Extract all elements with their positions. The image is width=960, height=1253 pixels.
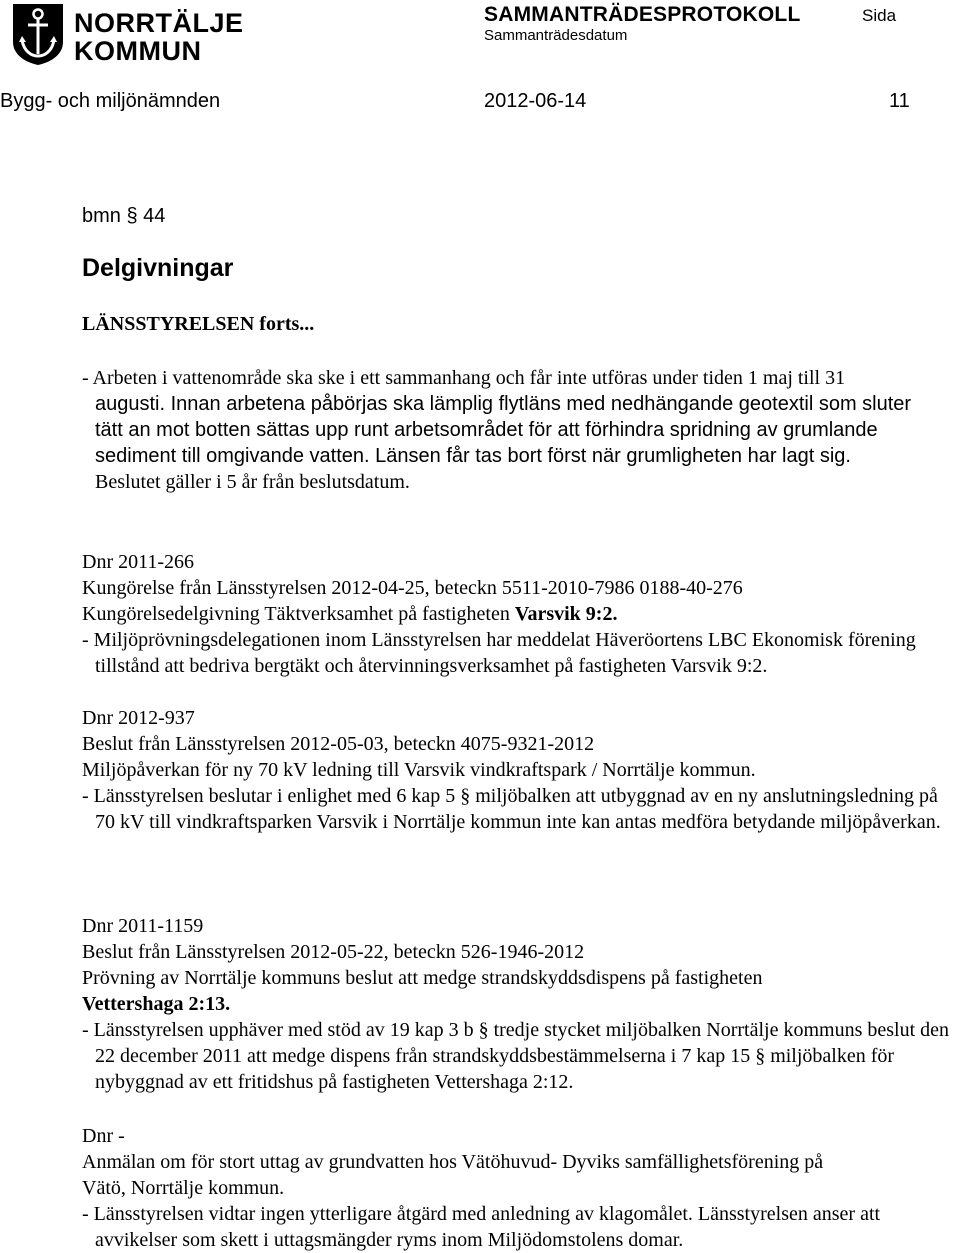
decision-text: - Länsstyrelsen upphäver med stöd av 19 kap 3 b § tredje stycket miljöbalken Norrtälje kommuns beslut den 22 december 2011 att medge dispens från strandskyddsbestämmelserna i 7 kap 15 § miljöbalken för nybyggnad av ett fritidshus på fastigheten Vettershaga 2:12.	[82, 1019, 950, 1093]
notification-item	[82, 1123, 960, 1253]
paragraph-reference: bmn § 44	[82, 205, 166, 227]
property-name-bold: Vettershaga 2:13.	[82, 993, 231, 1015]
intro-block	[82, 365, 960, 495]
item-line: Beslut från Länsstyrelsen 2012-05-03, beteckn 4075-9321-2012	[82, 733, 595, 755]
intro-line	[82, 417, 960, 443]
item-line	[82, 601, 960, 627]
notification-item	[82, 913, 960, 1095]
item-line: Vätö, Norrtälje kommun.	[82, 1177, 285, 1199]
logo-text-line2: KOMMUN	[74, 36, 202, 66]
section-heading: Delgivningar	[82, 254, 234, 282]
intro-line: Beslutet gäller i 5 år från beslutsdatum.	[95, 471, 410, 493]
logo-text-line1: NORRTÄLJE	[74, 8, 244, 38]
dnr-number: Dnr -	[82, 1125, 125, 1147]
intro-line-sans: tätt an mot botten sättas upp runt arbetsområdet för att förhindra spridning av grumlande	[95, 419, 878, 441]
property-name	[82, 991, 960, 1017]
intro-line: - Arbeten i vattenområde ska ske i ett sammanhang och får inte utföras under tiden 1 maj till 31	[82, 367, 846, 389]
protocol-title: SAMMANTRÄDESPROTOKOLL	[484, 3, 801, 26]
page-label: Sida	[862, 6, 897, 25]
decision-text: - Miljöprövningsdelegationen inom Länsstyrelsen har meddelat Häveröortens LBC Ekonomisk förening tillstånd att bedriva bergtäkt och återvinningsverksamhet på fastigheten Varsvik 9:2.	[82, 629, 916, 677]
property-name: Varsvik 9:2.	[514, 603, 618, 625]
item-line: Prövning av Norrtälje kommuns beslut att medge strandskyddsdispens på fastigheten	[82, 967, 763, 989]
meeting-date: 2012-06-14	[484, 90, 587, 112]
item-line: Anmälan om för stort uttag av grundvatten hos Vätöhuvud- Dyviks samfällighetsförening på	[82, 1151, 824, 1173]
dnr-number: Dnr 2011-266	[82, 551, 195, 573]
intro-line	[82, 443, 960, 469]
item-line: Miljöpåverkan för ny 70 kV ledning till Varsvik vindkraftspark / Norrtälje kommun.	[82, 759, 756, 781]
decision-text: - Länsstyrelsen beslutar i enlighet med 6 kap 5 § miljöbalken att utbyggnad av en ny anslutningsledning på 70 kV till vindkraftsparken Varsvik i Norrtälje kommun inte kan antas medföra betydande miljöpåverkan.	[82, 785, 941, 833]
dnr-number: Dnr 2011-1159	[82, 915, 204, 937]
committee-name: Bygg- och miljönämnden	[0, 90, 221, 112]
anchor-icon	[10, 2, 66, 66]
notification-item	[82, 549, 960, 679]
item-line: Beslut från Länsstyrelsen 2012-05-22, beteckn 526-1946-2012	[82, 941, 585, 963]
meeting-date-label: Sammanträdesdatum	[484, 27, 628, 44]
page-number: 11	[889, 90, 910, 112]
notification-item	[82, 705, 960, 835]
decision-text: - Länsstyrelsen vidtar ingen ytterligare åtgärd med anledning av klagomålet. Länsstyrelsen anser att avvikelser som skett i uttagsmängder ryms inom Miljödomstolens domar.	[82, 1203, 881, 1251]
item-line: Kungörelse från Länsstyrelsen 2012-04-25, beteckn 5511-2010-7986 0188-40-276	[82, 577, 743, 599]
sub-heading: LÄNSSTYRELSEN forts...	[82, 313, 315, 335]
municipality-logo	[10, 2, 244, 66]
intro-line	[82, 391, 960, 417]
item-line-text: Kungörelsedelgivning Täktverksamhet på fastigheten	[82, 603, 515, 625]
intro-line-sans: sediment till omgivande vatten. Länsen får tas bort först när grumligheten har lagt sig.	[95, 445, 851, 467]
dnr-number: Dnr 2012-937	[82, 707, 195, 729]
intro-line-sans: augusti. Innan arbetena påbörjas ska lämplig flytläns med nedhängande geotextil som sluter	[95, 393, 912, 415]
